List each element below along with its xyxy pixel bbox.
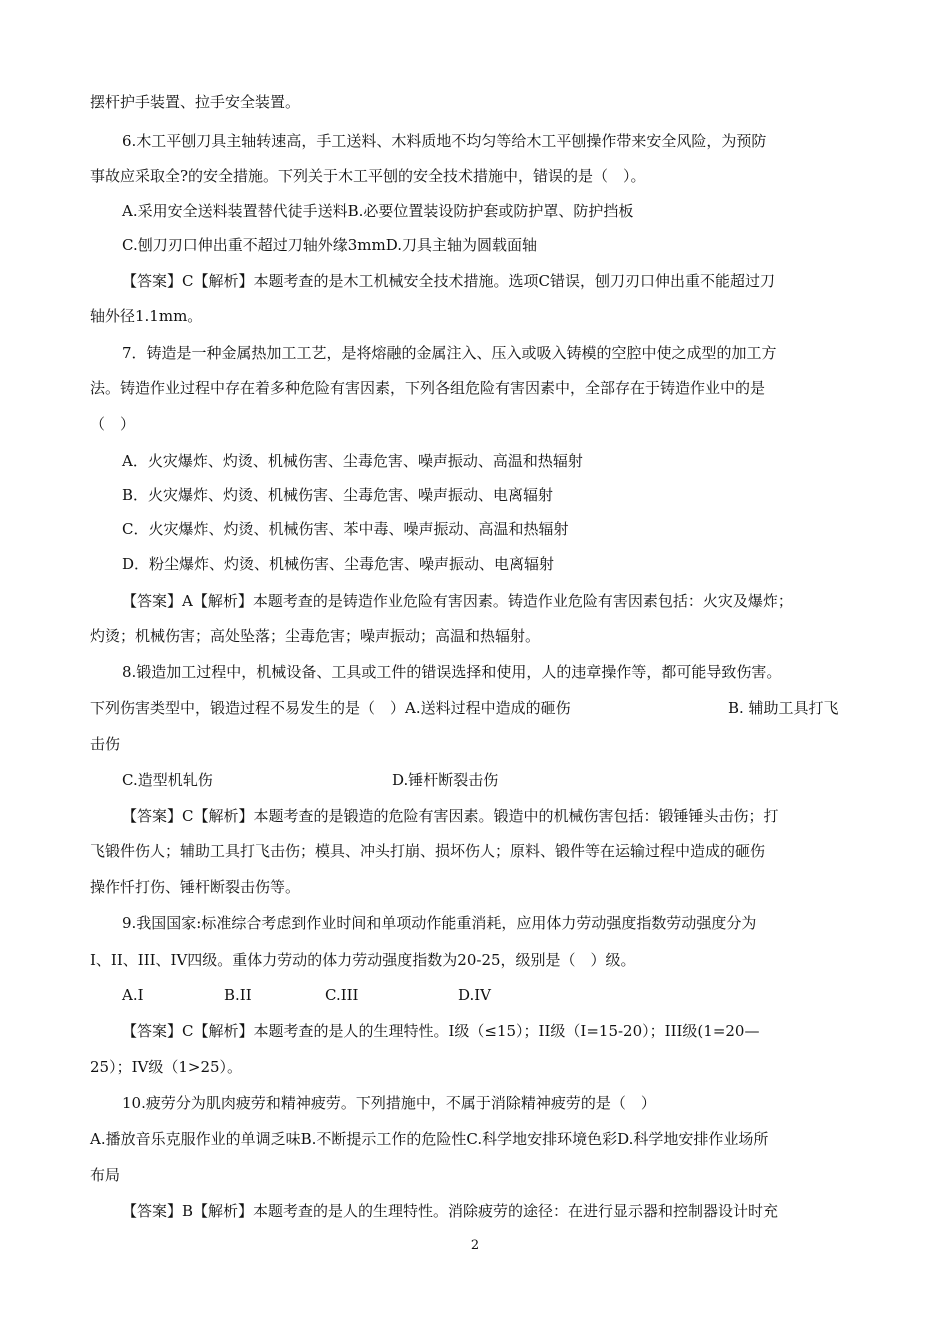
option-line: D.锤杆断裂击伤 xyxy=(392,771,499,789)
text-line: 事故应采取全?的安全措施。下列关于木工平刨的安全技术措施中，错误的是（ ）。 xyxy=(90,167,646,185)
text-line: 飞锻件伤人；辅助工具打飞击伤；模具、冲头打崩、损坏伤人；原料、锻件等在运输过程中造成的砸伤 xyxy=(90,842,766,860)
option-line: C.III xyxy=(325,986,359,1004)
option-line: A.I xyxy=(122,986,144,1004)
answer-line: 【答案】B【解析】本题考查的是人的生理特性。消除疲劳的途径：在进行显示器和控制器设计时充 xyxy=(122,1202,779,1220)
option-line: A．火灾爆炸、灼烫、机械伤害、尘毒危害、噪声振动、高温和热辐射 xyxy=(122,452,583,470)
text-line: （ ） xyxy=(90,415,136,433)
option-line: C．火灾爆炸、灼烫、机械伤害、苯中毒、噪声振动、高温和热辐射 xyxy=(122,520,569,538)
question-10-line: 10.疲劳分为肌肉疲劳和精神疲劳。下列措施中，不属于消除精神疲劳的是（ ） xyxy=(122,1094,656,1112)
text-line: 下列伤害类型中，锻造过程不易发生的是（ ）A.送料过程中造成的砸伤 xyxy=(90,699,571,717)
page-number: 2 xyxy=(470,1238,480,1253)
text-line: 法。铸造作业过程中存在着多种危险有害因素，下列各组危险有害因素中，全部存在于铸造作业中的是 xyxy=(90,379,766,397)
answer-line: 【答案】C【解析】本题考查的是人的生理特性。I级（≤15）；II级（I=15-20）；III级(1=20— xyxy=(122,1022,760,1040)
option-line: A.播放音乐克服作业的单调乏味B.不断提示工作的危险性C.科学地安排环境色彩D.科学地安排作业场所 xyxy=(90,1130,769,1148)
option-line: B．火灾爆炸、灼烫、机械伤害、尘毒危害、噪声振动、电离辐射 xyxy=(122,486,554,504)
text-line: 25）；IV级（1>25）。 xyxy=(90,1058,243,1076)
option-line: C.造型机轧伤 xyxy=(122,771,213,789)
question-6-line: 6.木工平刨刀具主轴转速高，手工送料、木料质地不均匀等给木工平刨操作带来安全风险，为预防 xyxy=(122,132,767,150)
text-line: 灼烫；机械伤害；高处坠落；尘毒危害；噪声振动；高温和热辐射。 xyxy=(90,627,541,645)
answer-line: 【答案】C【解析】本题考查的是木工机械安全技术措施。选项C错误，刨刀刃口伸出重不能超过刀 xyxy=(122,272,775,290)
text-line: I、II、III、IV四级。重体力劳动的体力劳动强度指数为20-25，级别是（ ）级。 xyxy=(90,951,636,969)
option-line: D.IV xyxy=(458,986,492,1004)
answer-line: 【答案】C【解析】本题考查的是锻造的危险有害因素。锻造中的机械伤害包括：锻锤锤头击伤；打 xyxy=(122,807,779,825)
text-line: 操作忏打伤、锤杆断裂击伤等。 xyxy=(90,878,301,896)
question-9-line: 9.我国国家:标准综合考虑到作业时间和单项动作能重消耗，应用体力劳动强度指数劳动强度分为 xyxy=(122,914,757,932)
question-8-line: 8.锻造加工过程中，机械设备、工具或工件的错误选择和使用，人的违章操作等，都可能导致伤害。 xyxy=(122,663,782,681)
option-line: A.采用安全送料装置替代徒手送料B.必要位置装设防护套或防护罩、防护挡板 xyxy=(122,202,634,220)
option-line: C.刨刀刃口伸出重不超过刀轴外缘3mmD.刀具主轴为圆载面轴 xyxy=(122,236,537,254)
question-7-line: 7．铸造是一种金属热加工工艺，是将熔融的金属注入、压入或吸入铸模的空腔中使之成型的加工方 xyxy=(122,344,777,362)
option-line: D．粉尘爆炸、灼烫、机械伤害、尘毒危害、噪声振动、电离辐射 xyxy=(122,555,555,573)
text-line: 摆杆护手装置、拉手安全装置。 xyxy=(90,93,301,111)
option-line: B.II xyxy=(224,986,252,1004)
text-line: 轴外径1.1mm。 xyxy=(90,307,203,325)
option-line: B. 辅助工具打飞 xyxy=(728,699,839,717)
answer-line: 【答案】A【解析】本题考查的是铸造作业危险有害因素。铸造作业危险有害因素包括：火灾及爆炸； xyxy=(122,592,793,610)
text-line: 击伤 xyxy=(90,735,121,753)
text-line: 布局 xyxy=(90,1166,121,1184)
